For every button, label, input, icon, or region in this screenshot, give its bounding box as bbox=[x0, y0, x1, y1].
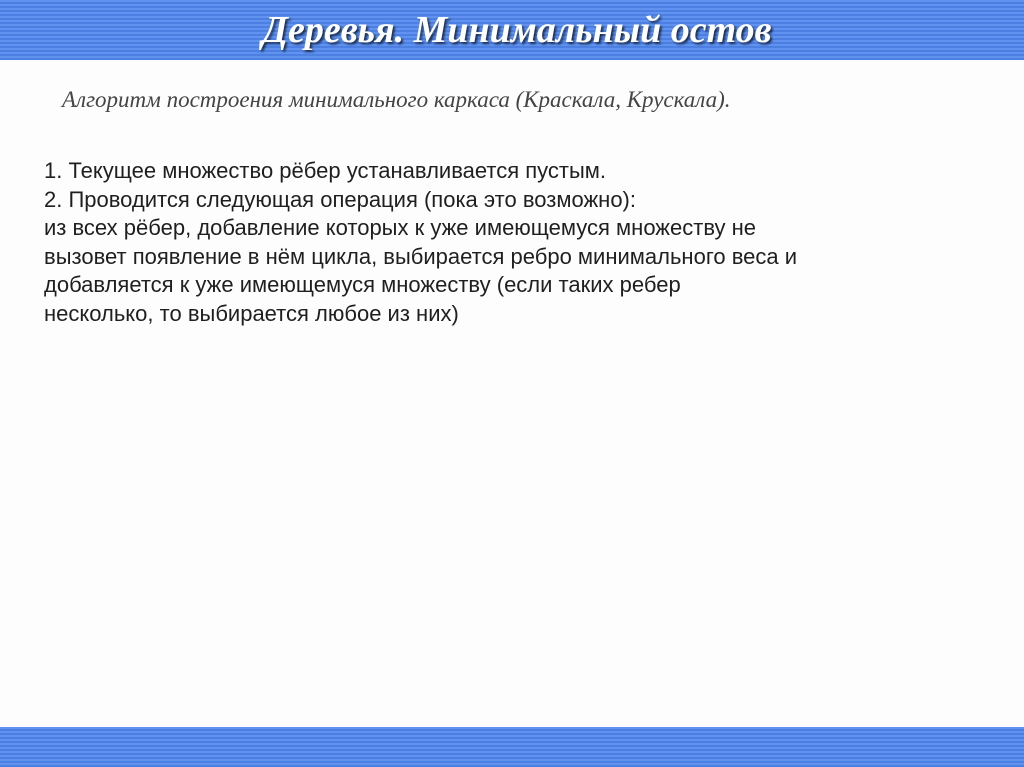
slide-body bbox=[44, 157, 984, 328]
slide-title: Деревья. Минимальный остов bbox=[262, 9, 772, 51]
slide-subtitle: Алгоритм построения минимального каркаса (Краскала, Крускала). bbox=[62, 87, 731, 112]
body-line-6: несколько, то выбирается любое из них) bbox=[44, 300, 459, 326]
body-line-2: 2. Проводится следующая операция (пока это возможно): bbox=[44, 186, 636, 212]
body-line-4: вызовет появление в нём цикла, выбирается ребро минимального веса и bbox=[44, 243, 798, 269]
footer-band bbox=[0, 727, 1024, 767]
body-line-5: добавляется к уже имеющемуся множеству (если таких ребер bbox=[44, 272, 681, 297]
body-line-3: из всех рёбер, добавление которых к уже имеющемуся множеству не bbox=[44, 215, 757, 240]
body-line-1: 1. Текущее множество рёбер устанавливается пустым. bbox=[44, 158, 607, 183]
